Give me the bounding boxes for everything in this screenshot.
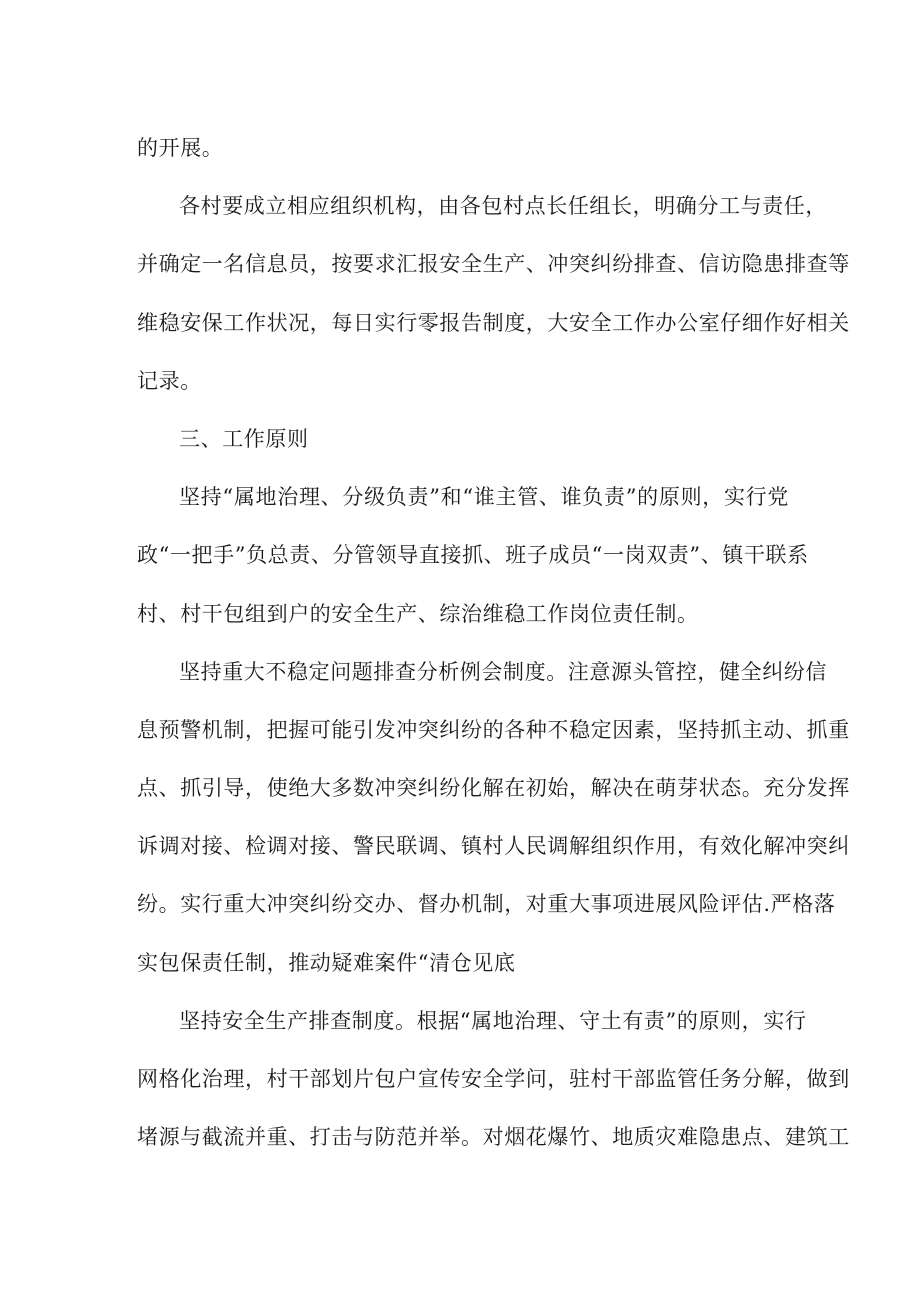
paragraph-line: 坚持安全生产排查制度。根据“属地治理、守土有责”的原则，实行 [179, 1008, 807, 1033]
paragraph-line: 诉调对接、检调对接、警民联调、镇村人民调解组织作用，有效化解冲突纠 [137, 834, 850, 859]
paragraph-line: 的开展。 [137, 136, 224, 160]
paragraph-line: 维稳安保工作状况，每日实行零报告制度，大安全工作办公室仔细作好相关 [137, 310, 850, 335]
paragraph-line: 点、抓引导，使绝大多数冲突纠纷化解在初始，解决在萌芽状态。充分发挥 [137, 776, 850, 801]
paragraph-line: 息预警机制，把握可能引发冲突纠纷的各种不稳定因素，坚持抓主动、抓重 [137, 717, 850, 742]
paragraph-line: 记录。 [137, 368, 202, 393]
paragraph-line: 坚持“属地治理、分级负责”和“谁主管、谁负责”的原则，实行党 [179, 485, 789, 510]
paragraph-line: 堵源与截流并重、打击与防范并举。对烟花爆竹、地质灾难隐患点、建筑工 [137, 1125, 850, 1150]
section-heading: 三、工作原则 [179, 426, 309, 451]
paragraph-line: 并确定一名信息员，按要求汇报安全生产、冲突纠纷排查、信访隐患排查等 [137, 252, 850, 277]
paragraph-line: 坚持重大不稳定问题排查分析例会制度。注意源头管控，健全纠纷信 [179, 659, 827, 684]
paragraph-line: 实包保责任制，推动疑难案件“清仓见底 [137, 950, 516, 975]
paragraph-line: 纷。实行重大冲突纠纷交办、督办机制，对重大事项进展风险评估.严格落 [137, 892, 836, 917]
paragraph-line: 各村要成立相应组织机构，由各包村点长任组长，明确分工与责任， [179, 194, 827, 219]
paragraph-line: 网格化治理，村干部划片包户宣传安全学问，驻村干部监管任务分解，做到 [137, 1067, 850, 1091]
paragraph-line: 村、村干包组到户的安全生产、综治维稳工作岗位责任制。 [137, 601, 699, 626]
document-page [137, 126, 850, 1173]
paragraph-line: 政“一把手”负总责、分管领导直接抓、班子成员“一岗双责”、镇干联系 [137, 543, 809, 568]
